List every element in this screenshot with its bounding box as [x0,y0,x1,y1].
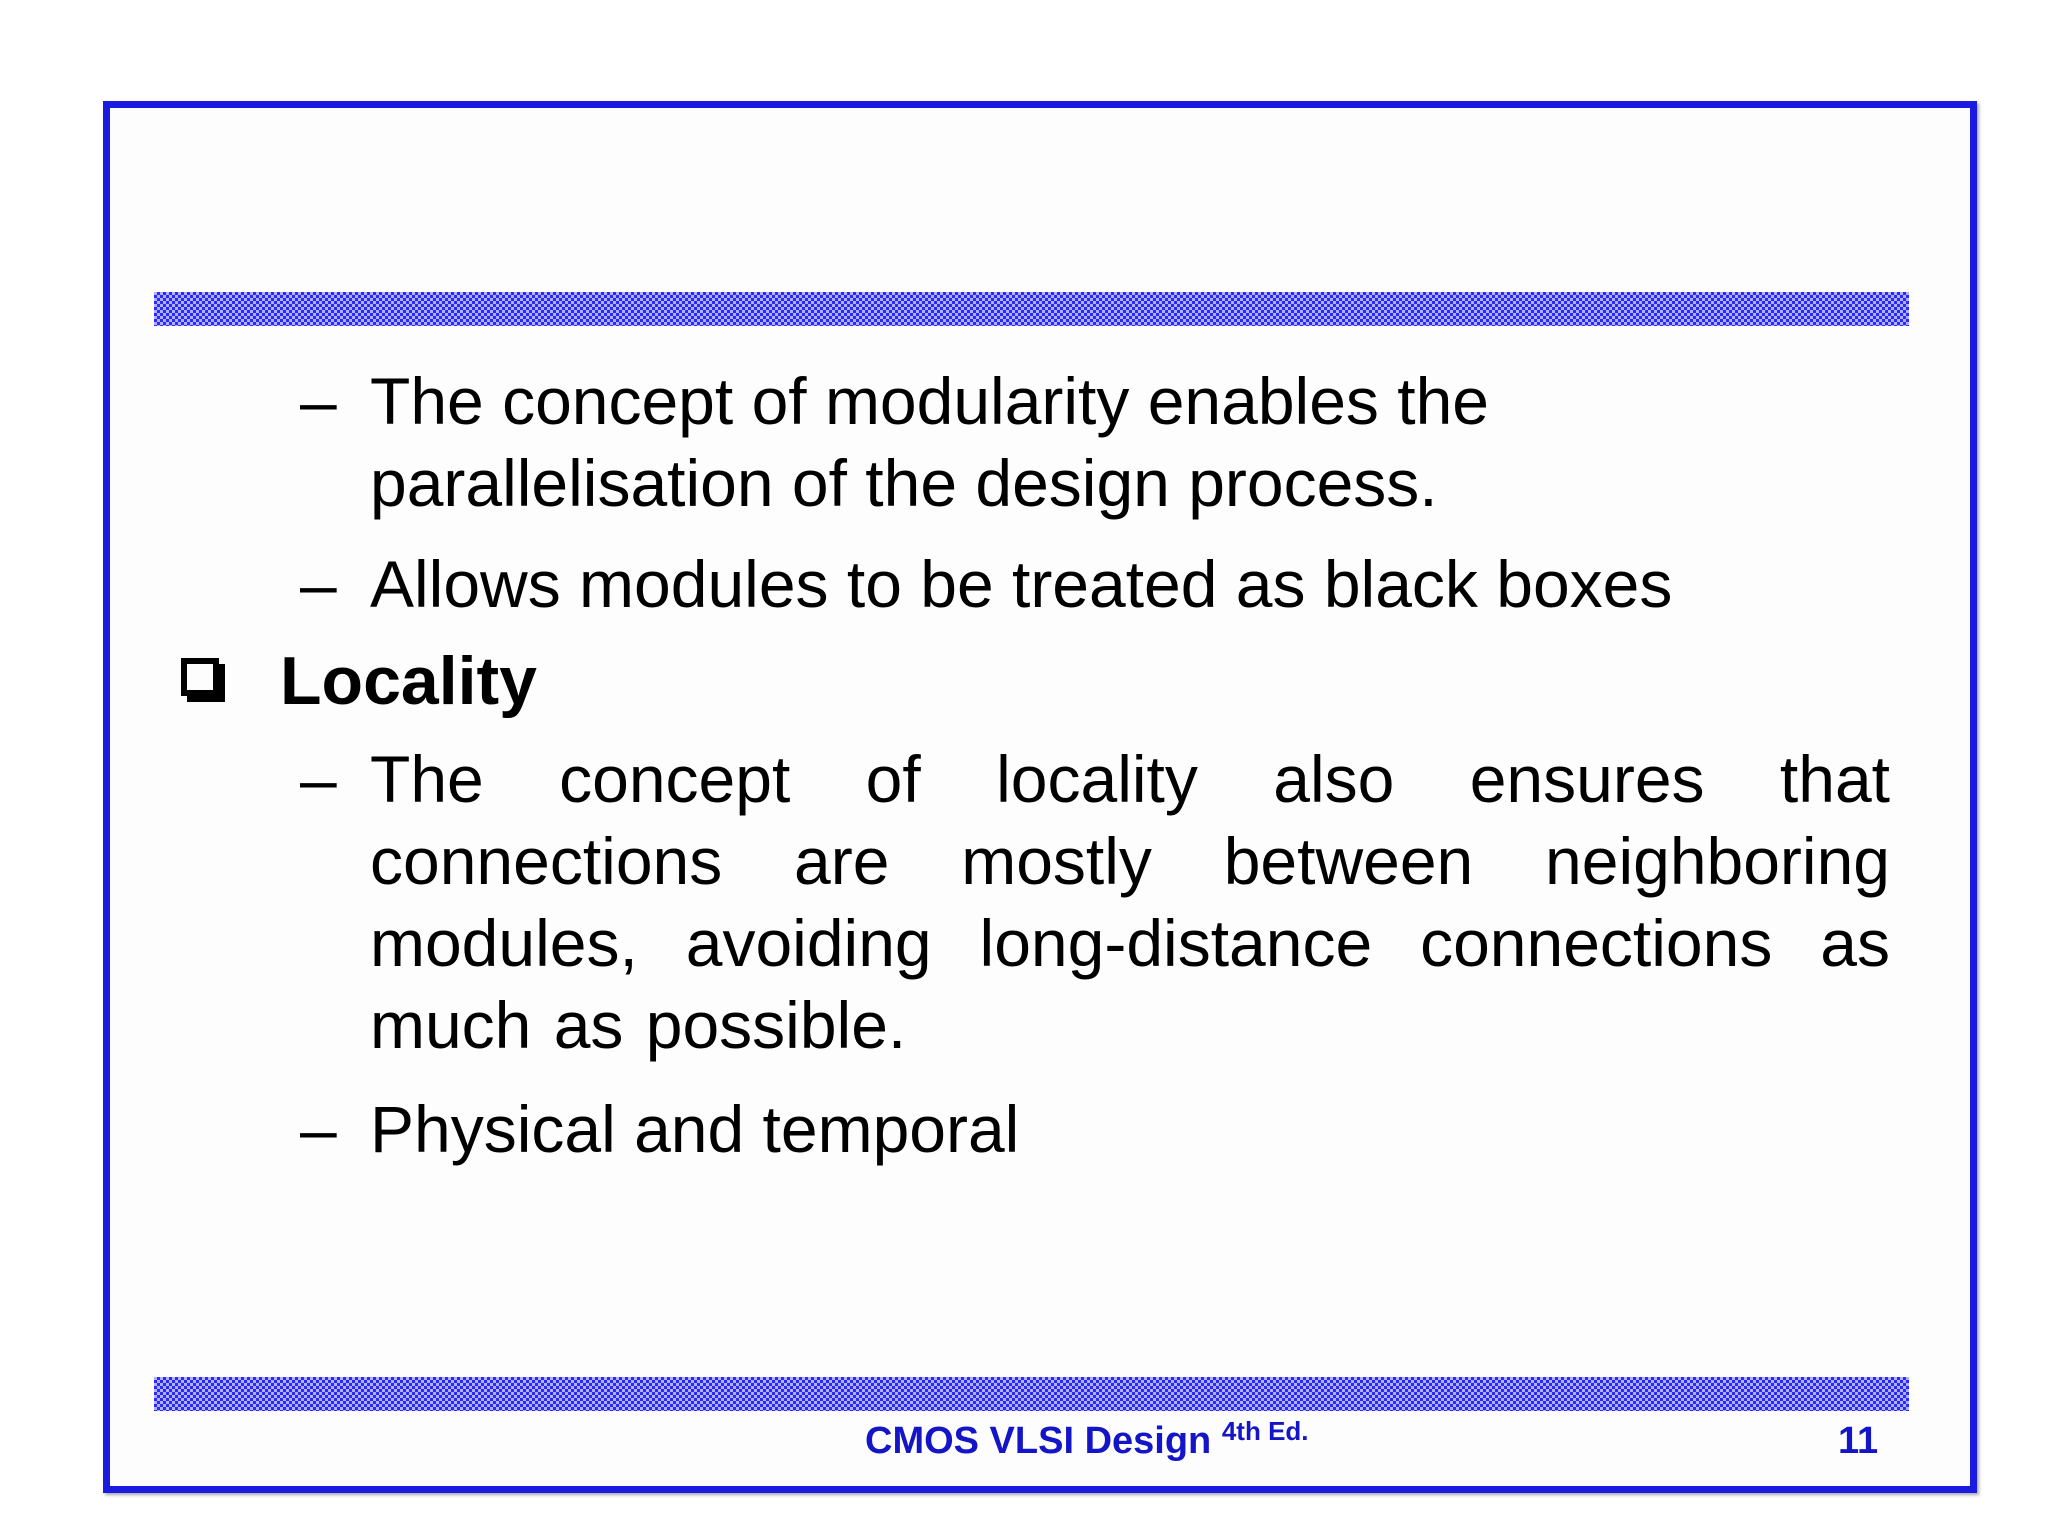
page-number: 11 [1838,1420,1879,1462]
dash-marker: – [300,742,337,816]
hollow-square-bullet-icon [181,658,219,696]
list-item-text: Allows modules to be treated as black boxes [370,547,1673,621]
dash-marker: – [300,547,337,621]
top-divider-rule [154,292,1909,326]
dash-marker: – [300,1092,337,1166]
list-item-text: The concept of locality also ensures that connections are mostly between neighboring modules, avoiding long-distance connections as much as possible. [370,742,1890,1062]
footer-edition: 4th Ed. [1221,1416,1309,1446]
footer-title-text: CMOS VLSI Design [865,1420,1212,1462]
bottom-divider-rule [154,1377,1909,1411]
list-item-text: The concept of modularity enables the parallelisation of the design process. [370,364,1490,520]
bullet-heading-label: Locality [280,643,537,719]
footer-title [865,1416,1309,1463]
dash-marker: – [300,364,337,438]
list-item-text: Physical and temporal [370,1092,1020,1166]
